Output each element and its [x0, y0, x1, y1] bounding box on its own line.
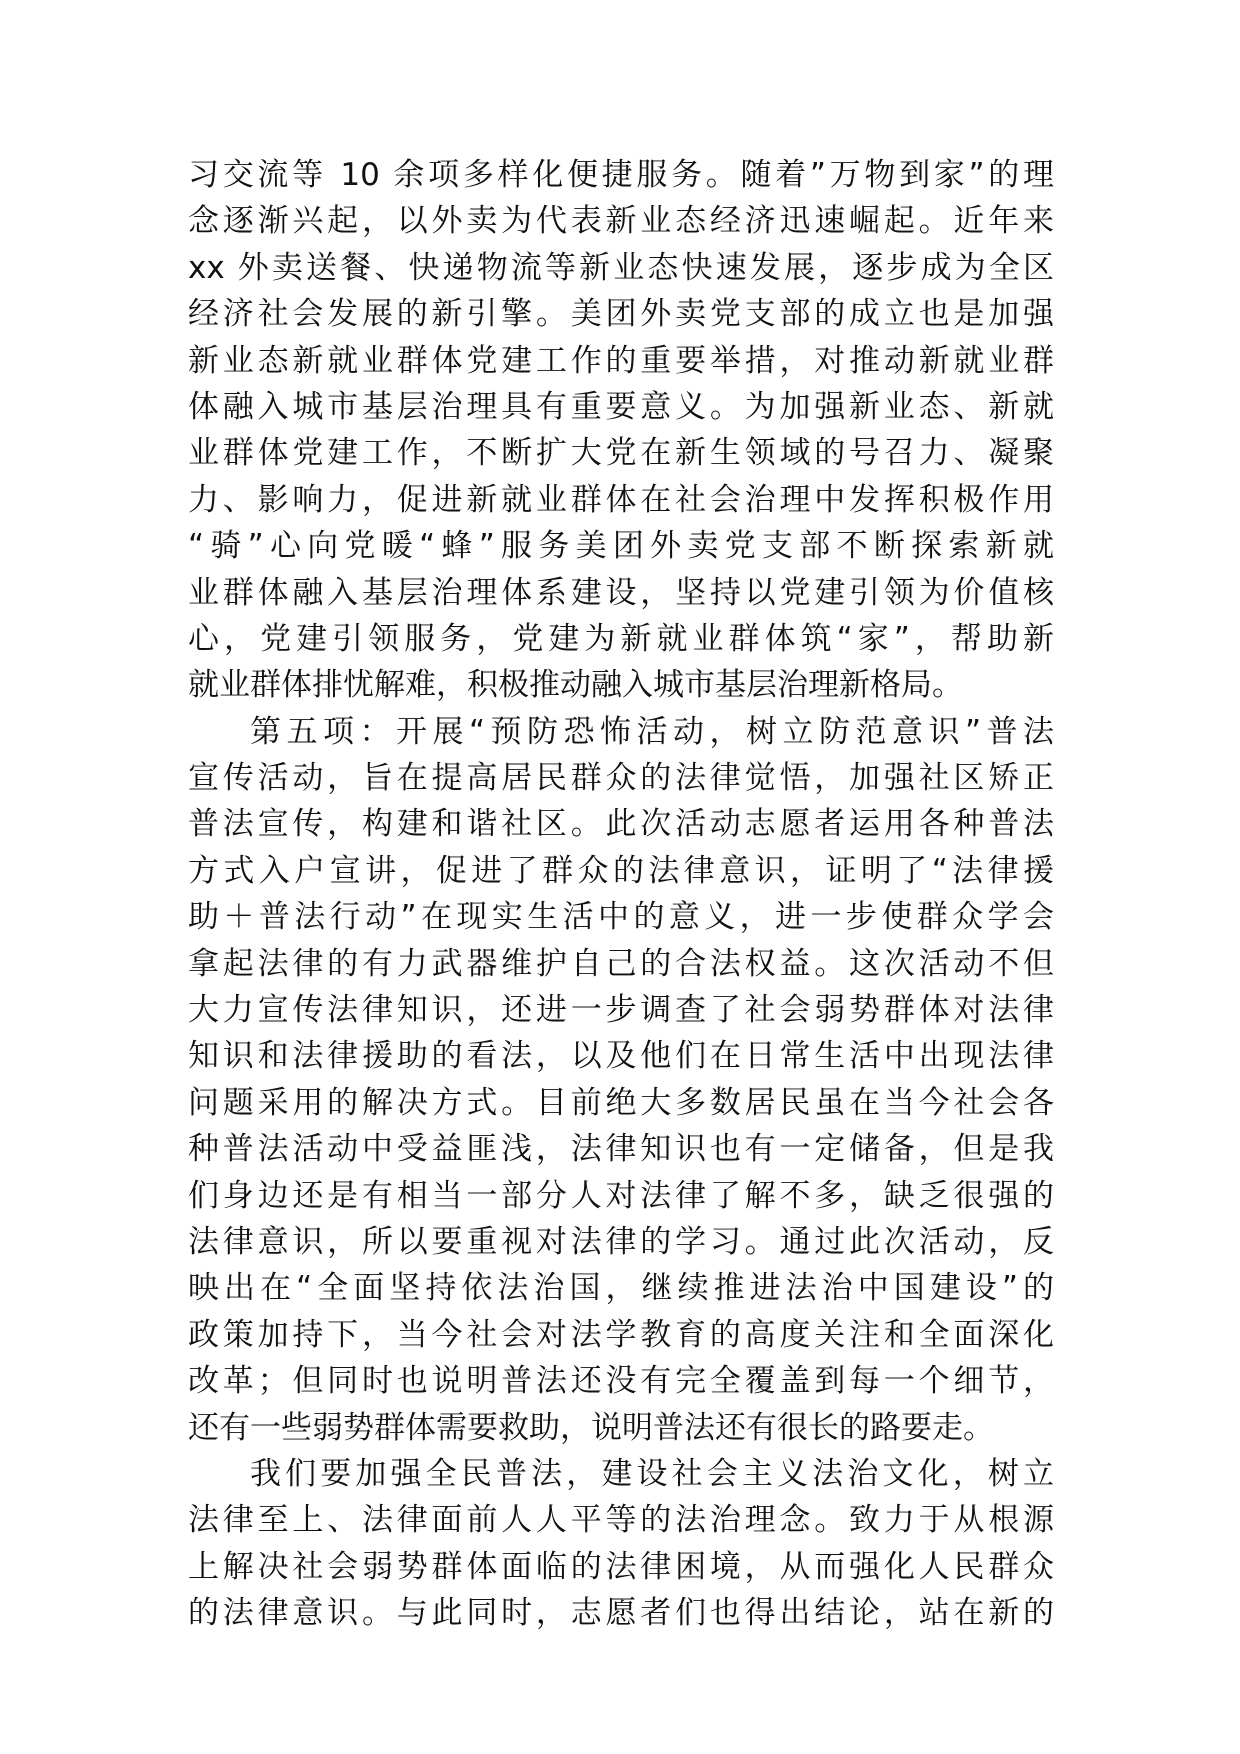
text-line: 新业态新就业群体党建工作的重要举措，对推动新就业群: [188, 342, 1054, 379]
text-line: 的法律意识。与此同时，志愿者们也得出结论，站在新的: [188, 1595, 1054, 1632]
text-line: 心，党建引领服务，党建为新就业群体筑“家”，帮助新: [188, 620, 1054, 657]
text-line: 改革；但同时也说明普法还没有完全覆盖到每一个细节，: [188, 1363, 1054, 1400]
text-line: 就业群体排忧解难，积极推动融入城市基层治理新格局。: [188, 667, 963, 704]
text-line: 宣传活动，旨在提高居民群众的法律觉悟，加强社区矫正: [188, 760, 1054, 797]
text-line: 方式入户宣讲，促进了群众的法律意识，证明了“法律援: [188, 852, 1054, 889]
text-line: 们身边还是有相当一部分人对法律了解不多，缺乏很强的: [188, 1177, 1054, 1214]
text-line: 我们要加强全民普法，建设社会主义法治文化，树立: [250, 1455, 1054, 1492]
text-line: 映出在“全面坚持依法治国，继续推进法治中国建设”的: [188, 1270, 1054, 1307]
text-line: 知识和法律援助的看法，以及他们在日常生活中出现法律: [188, 1038, 1054, 1075]
text-line: 上解决社会弱势群体面临的法律困境，从而强化人民群众: [188, 1548, 1054, 1585]
text-line: 业群体融入基层治理体系建设，坚持以党建引领为价值核: [188, 574, 1054, 611]
text-line: 种普法活动中受益匪浅，法律知识也有一定储备，但是我: [188, 1131, 1054, 1168]
paragraph-3: [188, 1451, 1054, 1637]
text-line: “骑”心向党暖“蜂”服务美团外卖党支部不断探索新就: [188, 528, 1054, 565]
document-page: [188, 152, 1054, 1637]
document-body: [188, 152, 1054, 1637]
text-line: 拿起法律的有力武器维护自己的合法权益。这次活动不但: [188, 945, 1054, 982]
text-line: 政策加持下，当今社会对法学教育的高度关注和全面深化: [188, 1316, 1054, 1353]
text-line: 普法宣传，构建和谐社区。此次活动志愿者运用各种普法: [188, 806, 1054, 843]
text-line: 还有一些弱势群体需要救助，说明普法还有很长的路要走。: [188, 1409, 994, 1446]
text-line: 体融入城市基层治理具有重要意义。为加强新业态、新就: [188, 388, 1054, 425]
paragraph-1: [188, 152, 1054, 709]
text-line: 业群体党建工作，不断扩大党在新生领域的号召力、凝聚: [188, 435, 1054, 472]
text-line: xx 外卖送餐、快递物流等新业态快速发展，逐步成为全区: [188, 249, 1054, 286]
text-line: 习交流等 10 余项多样化便捷服务。随着”万物到家”的理: [188, 157, 1054, 193]
text-line: 念逐渐兴起，以外卖为代表新业态经济迅速崛起。近年来: [188, 203, 1054, 240]
text-line: 助＋普法行动”在现实生活中的意义，进一步使群众学会: [188, 899, 1054, 936]
text-line: 第五项：开展“预防恐怖活动，树立防范意识”普法: [250, 713, 1054, 750]
text-line: 问题采用的解决方式。目前绝大多数居民虽在当今社会各: [188, 1084, 1054, 1121]
text-line: 法律意识，所以要重视对法律的学习。通过此次活动，反: [188, 1223, 1054, 1260]
text-line: 力、影响力，促进新就业群体在社会治理中发挥积极作用: [188, 481, 1054, 518]
text-line: 法律至上、法律面前人人平等的法治理念。致力于从根源: [188, 1502, 1054, 1539]
text-line: 大力宣传法律知识，还进一步调查了社会弱势群体对法律: [188, 992, 1054, 1029]
paragraph-2: [188, 709, 1054, 1451]
text-line: 经济社会发展的新引擎。美团外卖党支部的成立也是加强: [188, 296, 1054, 333]
